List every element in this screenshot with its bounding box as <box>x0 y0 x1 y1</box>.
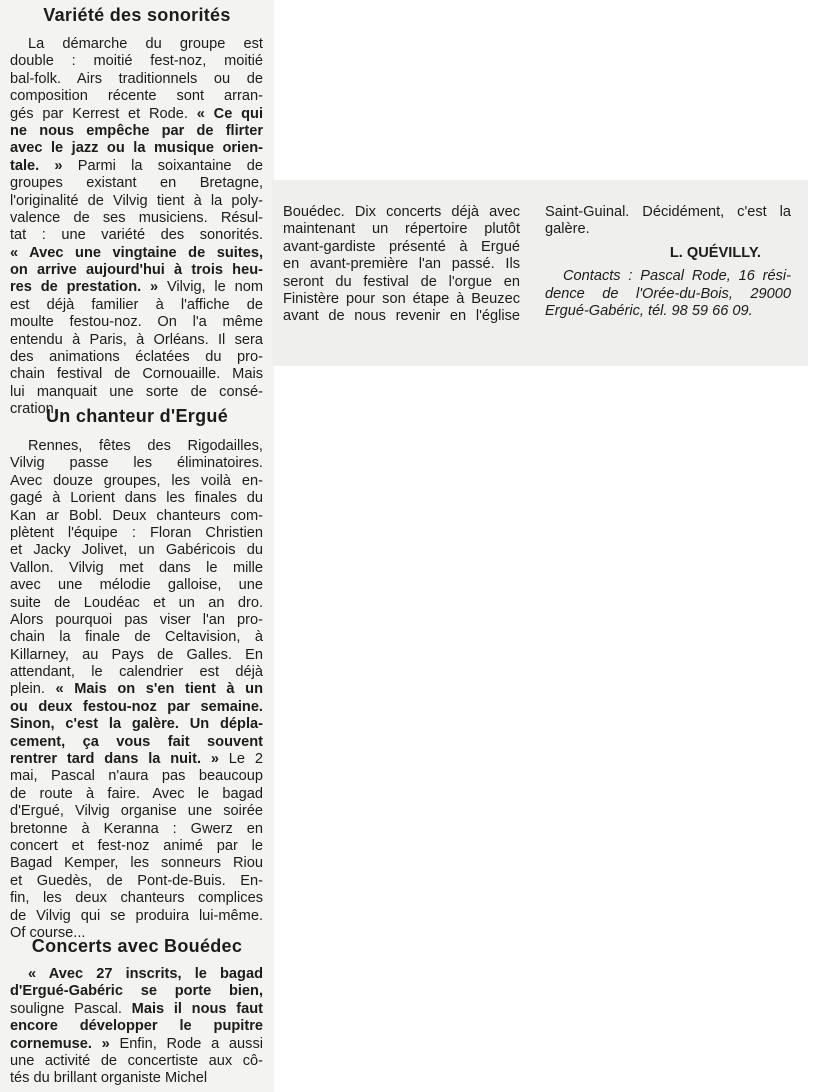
text-line <box>10 1053 263 1070</box>
text-line <box>10 349 263 366</box>
text-line <box>10 983 263 1000</box>
text-line <box>10 768 263 785</box>
text-line <box>10 438 263 455</box>
body-text: Avec douze groupes, les voilà en- <box>10 472 263 489</box>
text-line <box>10 106 263 123</box>
body-text: des animations éclatées du pro- <box>10 349 263 366</box>
body-text: composition récente sont arran- <box>10 88 263 105</box>
section-variete-body <box>10 36 263 419</box>
bold-quote-text: d'Ergué-Gabéric se porte bien, <box>10 983 263 1000</box>
text-line <box>10 193 263 210</box>
bold-quote-text: ne nous empêche par de flirter <box>10 122 263 139</box>
text-line <box>10 873 263 890</box>
continuation-column-2 <box>545 204 791 320</box>
body-text: une activité de concertiste aux cô- <box>10 1052 263 1069</box>
text-line <box>10 175 263 192</box>
body-text: plein. <box>10 681 56 698</box>
text-line: maintenant un répertoire plutôt <box>283 221 520 238</box>
text-line <box>10 803 263 820</box>
bold-quote-text: res de prestation. » <box>10 279 159 296</box>
text-line <box>10 647 263 664</box>
text-line: Ergué-Gabéric, tél. 98 59 66 09. <box>545 302 753 319</box>
text-line <box>10 838 263 855</box>
bold-quote-text: tale. » <box>10 157 63 174</box>
text-line <box>10 908 263 925</box>
body-text: fin, les deux chanteurs complices <box>10 890 263 907</box>
text-line <box>10 473 263 490</box>
body-text: et Guedès, de Pont-de-Buis. En- <box>10 872 263 889</box>
text-line: seront du festival de l'orgue en <box>283 273 520 290</box>
text-line <box>10 36 263 53</box>
body-text: concert et fest-noz animé par le <box>10 837 263 854</box>
bold-quote-text: cement, ça vous fait souvent <box>10 733 263 750</box>
text-line <box>10 786 263 803</box>
text-line <box>10 890 263 907</box>
text-line <box>10 158 263 175</box>
body-text: Killarney, au Pays de Galles. En <box>10 646 263 663</box>
text-line <box>10 1070 263 1087</box>
text-line: galère. <box>545 221 590 238</box>
text-line <box>10 855 263 872</box>
body-text: d'Ergué, Vilvig organise une soirée <box>10 803 263 820</box>
text-line: dence de l'Orée-du-Bois, 29000 <box>545 285 791 302</box>
text-line <box>10 384 263 401</box>
text-line <box>10 210 263 227</box>
text-line <box>10 1036 263 1053</box>
text-line <box>10 542 263 559</box>
heading-chanteur: Un chanteur d'Ergué <box>46 406 228 426</box>
heading-variete: Variété des sonorités <box>43 5 231 25</box>
body-text: bal-folk. Airs traditionnels ou de <box>10 70 263 87</box>
body-text: Vilvig passe les éliminatoires. <box>10 455 263 472</box>
text-line <box>10 821 263 838</box>
text-line <box>10 123 263 140</box>
body-text: Enfin, Rode a aussi <box>109 1035 263 1052</box>
body-text: Kan ar Bobl. Deux chanteurs com- <box>10 507 263 524</box>
bold-quote-text: cornemuse. » <box>10 1035 110 1052</box>
body-text: attendant, le calendrier est déjà <box>10 664 263 681</box>
section-concerts-body <box>10 966 263 1088</box>
body-text: de route à faire. Avec le bagad <box>10 785 263 802</box>
bold-quote-text: encore développer le pupitre <box>10 1018 263 1035</box>
text-line <box>10 140 263 157</box>
text-line <box>10 751 263 768</box>
text-line <box>10 88 263 105</box>
body-text: cration. <box>10 401 58 418</box>
text-line <box>10 699 263 716</box>
body-text: suite de Loudéac et un an dro. <box>10 594 263 611</box>
body-text: Vilvig, le nom <box>158 279 263 296</box>
text-line <box>10 716 263 733</box>
text-line: avant-gardiste présenté à Ergué <box>283 238 520 255</box>
body-text: tés du brillant organiste Michel <box>10 1070 208 1087</box>
bold-quote-text: « Avec une vingtaine de suites, <box>10 244 263 261</box>
bold-quote-text: « Ce qui <box>196 105 264 122</box>
text-line: Contacts : Pascal Rode, 16 rési- <box>563 268 791 285</box>
text-line <box>10 53 263 70</box>
body-text: Vallon. Vilvig met dans le mille <box>10 559 263 576</box>
body-text: groupes existant en Bretagne, <box>10 175 263 192</box>
section-chanteur-body <box>10 438 263 942</box>
body-text: Parmi la soixantaine de <box>62 157 264 174</box>
text-line: avant de nous revenir en l'église <box>283 308 520 325</box>
body-text: Of course... <box>10 924 86 941</box>
text-line: Finistère pour son étape à Beuzec <box>283 290 520 307</box>
text-line <box>10 71 263 88</box>
bold-quote-text: Mais il nous faut <box>131 1000 263 1017</box>
body-text: lui manquait une sorte de consé- <box>10 383 263 400</box>
text-line <box>10 245 263 262</box>
text-line <box>10 966 263 983</box>
body-text: Bagad Kemper, les sonneurs Riou <box>10 855 263 872</box>
text-line <box>10 612 263 629</box>
continuation-column-1 <box>283 204 520 326</box>
body-text: double : moitié fest-noz, moitié <box>10 53 263 70</box>
body-text: chain festival de Cornouaille. Mais <box>10 366 263 383</box>
text-line <box>10 455 263 472</box>
text-line <box>10 1018 263 1035</box>
body-text: l'originalité de Vilvig tient à la poly- <box>10 192 263 209</box>
body-text: Rennes, fêtes des Rigodailles, <box>28 438 263 454</box>
body-text: plètent l'équipe : Floran Christien <box>10 524 263 541</box>
text-line <box>10 332 263 349</box>
bold-quote-text: « Mais on s'en tient à un <box>55 681 263 698</box>
bold-quote-text: avec le jazz ou la musique orien- <box>10 140 263 157</box>
text-line <box>10 279 263 296</box>
text-line <box>10 297 263 314</box>
body-text: bretonne à Keranna : Gwerz en <box>10 820 263 837</box>
bold-quote-text: « Avec 27 inscrits, le bagad <box>28 966 263 982</box>
text-line <box>10 227 263 244</box>
contact-info <box>545 268 791 320</box>
body-text: La démarche du groupe est <box>28 36 263 52</box>
heading-concerts: Concerts avec Bouédec <box>31 936 243 956</box>
author-signature: L. QUÉVILLY. <box>669 244 761 261</box>
body-text: Le 2 <box>218 751 263 768</box>
text-line <box>10 314 263 331</box>
body-text: gés par Kerrest et Rode. <box>10 105 197 122</box>
bold-quote-text: ou deux festou-noz par semaine. <box>10 698 263 715</box>
text-line <box>10 734 263 751</box>
text-line <box>10 577 263 594</box>
bold-quote-text: rentrer tard dans la nuit. » <box>10 751 219 768</box>
body-text: gagé à Lorient dans les finales du <box>10 490 263 507</box>
text-line <box>10 664 263 681</box>
body-text: entendu à Paris, à Orléans. Il sera <box>10 331 263 348</box>
body-text: est déjà familier à l'affiche de <box>10 296 263 313</box>
text-line <box>10 681 263 698</box>
body-text: mai, Pascal n'aura pas beaucoup <box>10 768 263 785</box>
text-line: Saint-Guinal. Décidément, c'est la <box>545 204 791 220</box>
body-text: Alors pourquoi pas viser l'an pro- <box>10 611 263 628</box>
body-text: tat : une variété des sonorités. <box>10 227 263 244</box>
bold-quote-text: on arrive aujourd'hui à trois heu- <box>10 262 263 279</box>
body-text: de Vilvig qui se produira lui-même. <box>10 907 263 924</box>
text-line <box>10 1001 263 1018</box>
text-line <box>10 366 263 383</box>
body-text: avec une mélodie galloise, une <box>10 577 263 594</box>
bold-quote-text: Sinon, c'est la galère. Un dépla- <box>10 716 263 733</box>
text-line: en avant-première l'an passé. Ils <box>283 256 520 273</box>
text-line <box>10 629 263 646</box>
text-line <box>10 508 263 525</box>
body-text: et Jacky Jolivet, un Gabéricois du <box>10 542 263 559</box>
body-text: valence de ses musiciens. Résul- <box>10 209 263 226</box>
body-text: moulte festou-noz. On l'a même <box>10 314 263 331</box>
text-line <box>10 560 263 577</box>
text-line <box>10 525 263 542</box>
text-line <box>10 595 263 612</box>
text-line <box>10 262 263 279</box>
text-line <box>10 490 263 507</box>
body-text: souligne Pascal. <box>10 1000 132 1017</box>
body-text: chain la finale de Celtavision, à <box>10 629 263 646</box>
text-line: Bouédec. Dix concerts déjà avec <box>283 204 520 220</box>
